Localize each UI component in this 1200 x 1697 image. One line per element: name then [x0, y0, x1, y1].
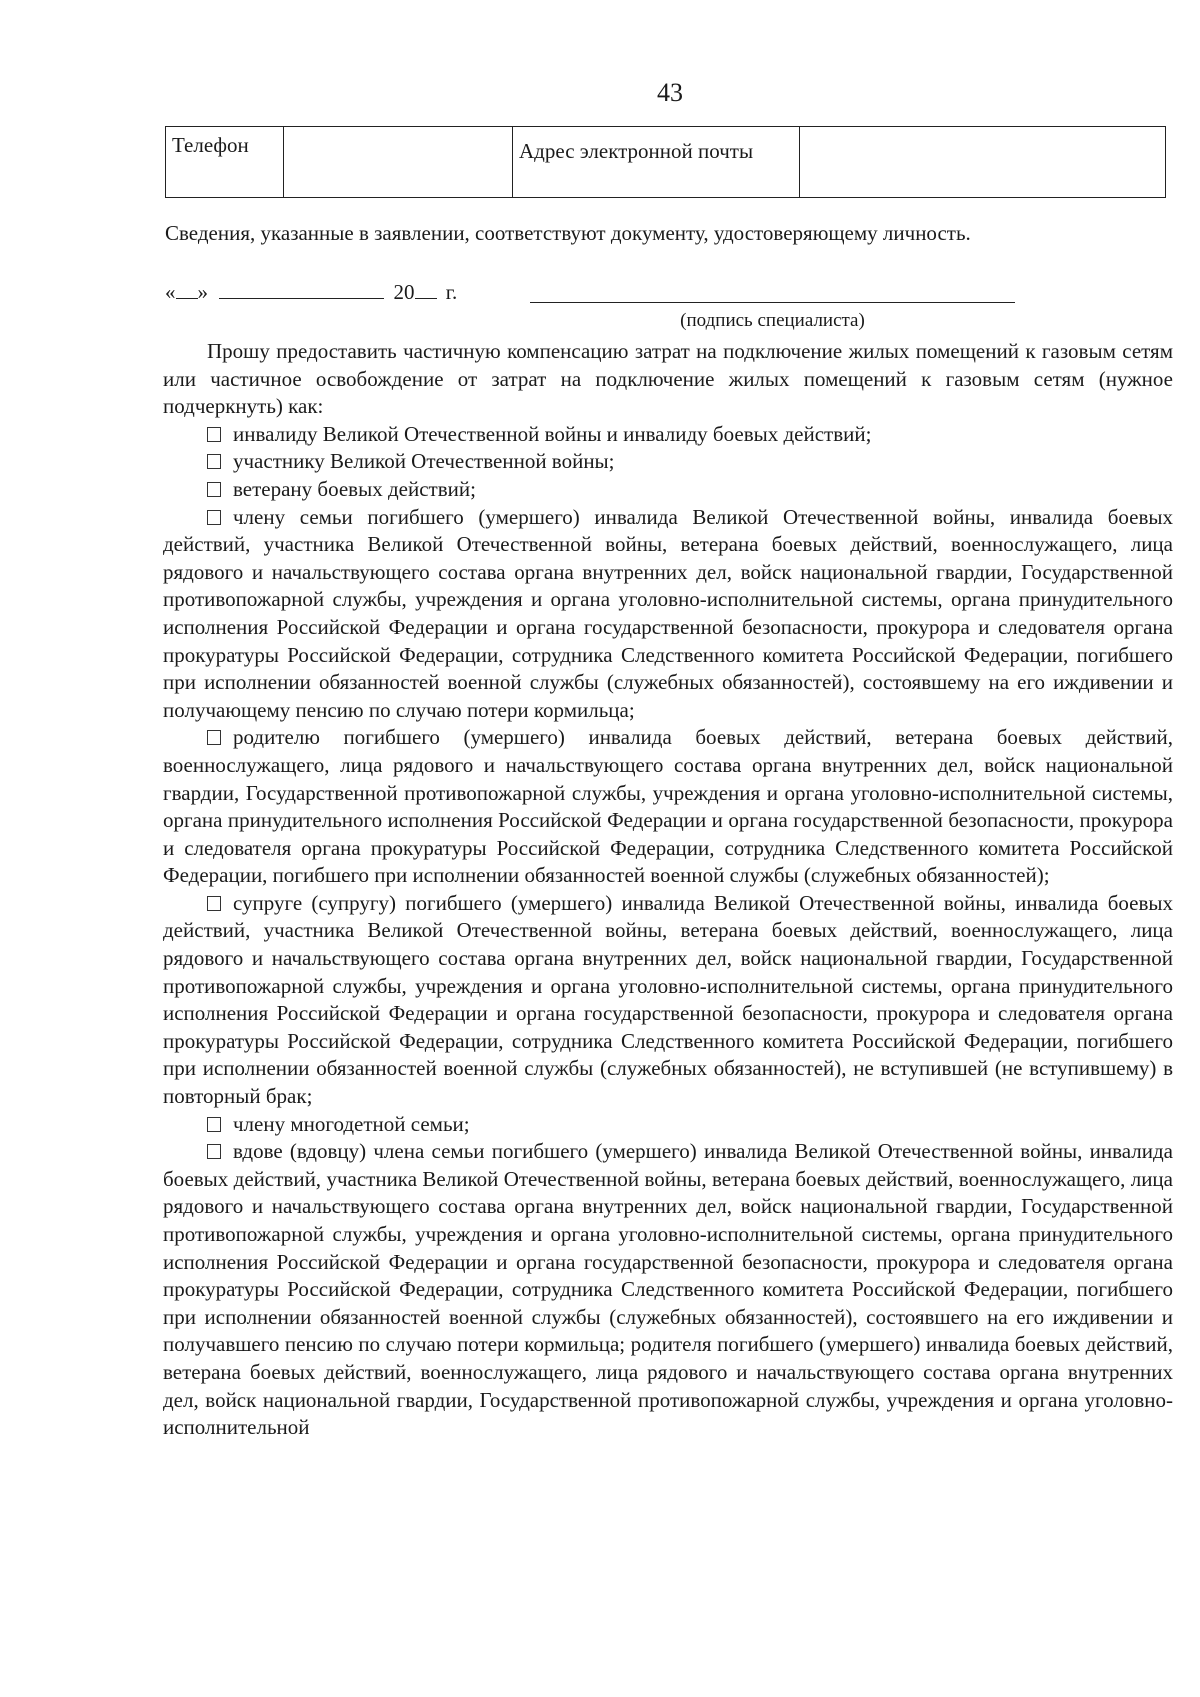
option-text: родителю погибшего (умершего) инвалида боевых действий, ветерана боевых действий, военнослужащего, лица рядового и начальствующего состава органа внутренних дел, войск национальной гвардии, Государственной противопожарной службы, учреждения и органа уголовно-исполнительной системы, органа принудительного исполнения Российской Федерации и органа государственной безопасности, прокурора и следователя органа прокуратуры Российской Федерации, сотрудника Следственного комитета Российской Федерации, погибшего при исполнении обязанностей военной службы (служебных обязанностей); [163, 725, 1173, 888]
checkbox[interactable] [207, 896, 221, 911]
option-item [163, 421, 1173, 449]
checkbox[interactable] [207, 427, 221, 442]
option-text: вдове (вдовцу) члена семьи погибшего (умершего) инвалида Великой Отечественной войны, инвалида боевых действий, участника Великой Отечественной войны, ветерана боевых действий, военнослужащего, лица рядового и начальствующего состава органа внутренних дел, войск национальной гвардии, Государственной противопожарной службы, учреждения и органа уголовно-исполнительной системы, органа принудительного исполнения Российской Федерации и органа государственной безопасности, прокурора и следователя органа прокуратуры Российской Федерации, сотрудника Следственного комитета Российской Федерации, погибшего при исполнении обязанностей военной службы (служебных обязанностей), состоявшего на его иждивении и получавшего пенсию по случаю потери кормильца; родителя погибшего (умершего) инвалида боевых действий, ветерана боевых действий, военнослужащего, лица рядового и начальствующего состава органа внутренних дел, войск национальной гвардии, Государственной противопожарной службы, учреждения и органа уголовно-исполнительной [163, 1139, 1173, 1440]
phone-field[interactable] [284, 127, 513, 198]
year-suffix: г. [445, 280, 458, 304]
close-quote: » [197, 280, 208, 304]
email-label: Адрес электронной почты [513, 127, 800, 198]
checkbox[interactable] [207, 1117, 221, 1132]
option-text: участнику Великой Отечественной войны; [233, 449, 615, 474]
email-field[interactable] [800, 127, 1166, 198]
option-text: члену многодетной семьи; [233, 1111, 470, 1136]
option-item [163, 1111, 1173, 1139]
option-text: члену семьи погибшего (умершего) инвалида Великой Отечественной войны, инвалида боевых действий, участника Великой Отечественной войны, ветерана боевых действий, военнослужащего, лица рядового и начальствующего состава органа внутренних дел, войск национальной гвардии, Государственной противопожарной службы, учреждения и органа уголовно-исполнительной системы, органа принудительного исполнения Российской Федерации и органа государственной безопасности, прокурора и следователя органа прокуратуры Российской Федерации, сотрудника Следственного комитета Российской Федерации, погибшего при исполнении обязанностей военной службы (служебных обязанностей), состоявшему на его иждивении и получающему пенсию по случаю потери кормильца; [163, 504, 1173, 722]
identity-statement: Сведения, указанные в заявлении, соответствуют документу, удостоверяющему личность. [165, 221, 971, 245]
year-prefix: 20 [393, 280, 415, 304]
option-text: супруге (супругу) погибшего (умершего) инвалида Великой Отечественной войны, инвалида боевых действий, участника Великой Отечественной войны, ветерана боевых действий, военнослужащего, лица рядового и начальствующего состава органа внутренних дел, войск национальной гвардии, Государственной противопожарной службы, учреждения и органа уголовно-исполнительной системы, органа принудительного исполнения Российской Федерации и органа государственной безопасности, прокурора и следователя органа прокуратуры Российской Федерации, сотрудника Следственного комитета Российской Федерации, погибшего при исполнении обязанностей военной службы (служебных обязанностей), не вступившей (не вступившему) в повторный брак; [163, 890, 1173, 1109]
checkbox[interactable] [207, 730, 221, 745]
option-item [163, 504, 1173, 725]
year-blank[interactable] [415, 280, 437, 299]
phone-label: Телефон [166, 127, 284, 198]
checkbox[interactable] [207, 482, 221, 497]
option-text: ветерану боевых действий; [233, 476, 476, 501]
option-item [163, 476, 1173, 504]
request-body [163, 338, 1173, 1442]
option-item [163, 448, 1173, 476]
request-intro: Прошу предоставить частичную компенсацию затрат на подключение жилых помещений к газовым сетям или частичное освобождение от затрат на подключение жилых помещений к газовым сетям (нужное подчеркнуть) как: [163, 339, 1173, 419]
table-row [166, 127, 1166, 198]
option-item [163, 724, 1173, 890]
checkbox[interactable] [207, 454, 221, 469]
signature-caption: (подпись специалиста) [680, 310, 865, 331]
checkbox[interactable] [207, 1144, 221, 1159]
month-blank[interactable] [219, 280, 384, 299]
checkbox[interactable] [207, 510, 221, 525]
option-text: инвалиду Великой Отечественной войны и инвалиду боевых действий; [233, 421, 872, 446]
option-item [163, 1138, 1173, 1442]
contact-table [165, 126, 1166, 198]
option-item [163, 890, 1173, 1111]
signature-line[interactable] [530, 302, 1015, 303]
day-blank[interactable] [176, 280, 198, 299]
page-number: 43 [657, 78, 683, 107]
open-quote: « [165, 280, 176, 304]
